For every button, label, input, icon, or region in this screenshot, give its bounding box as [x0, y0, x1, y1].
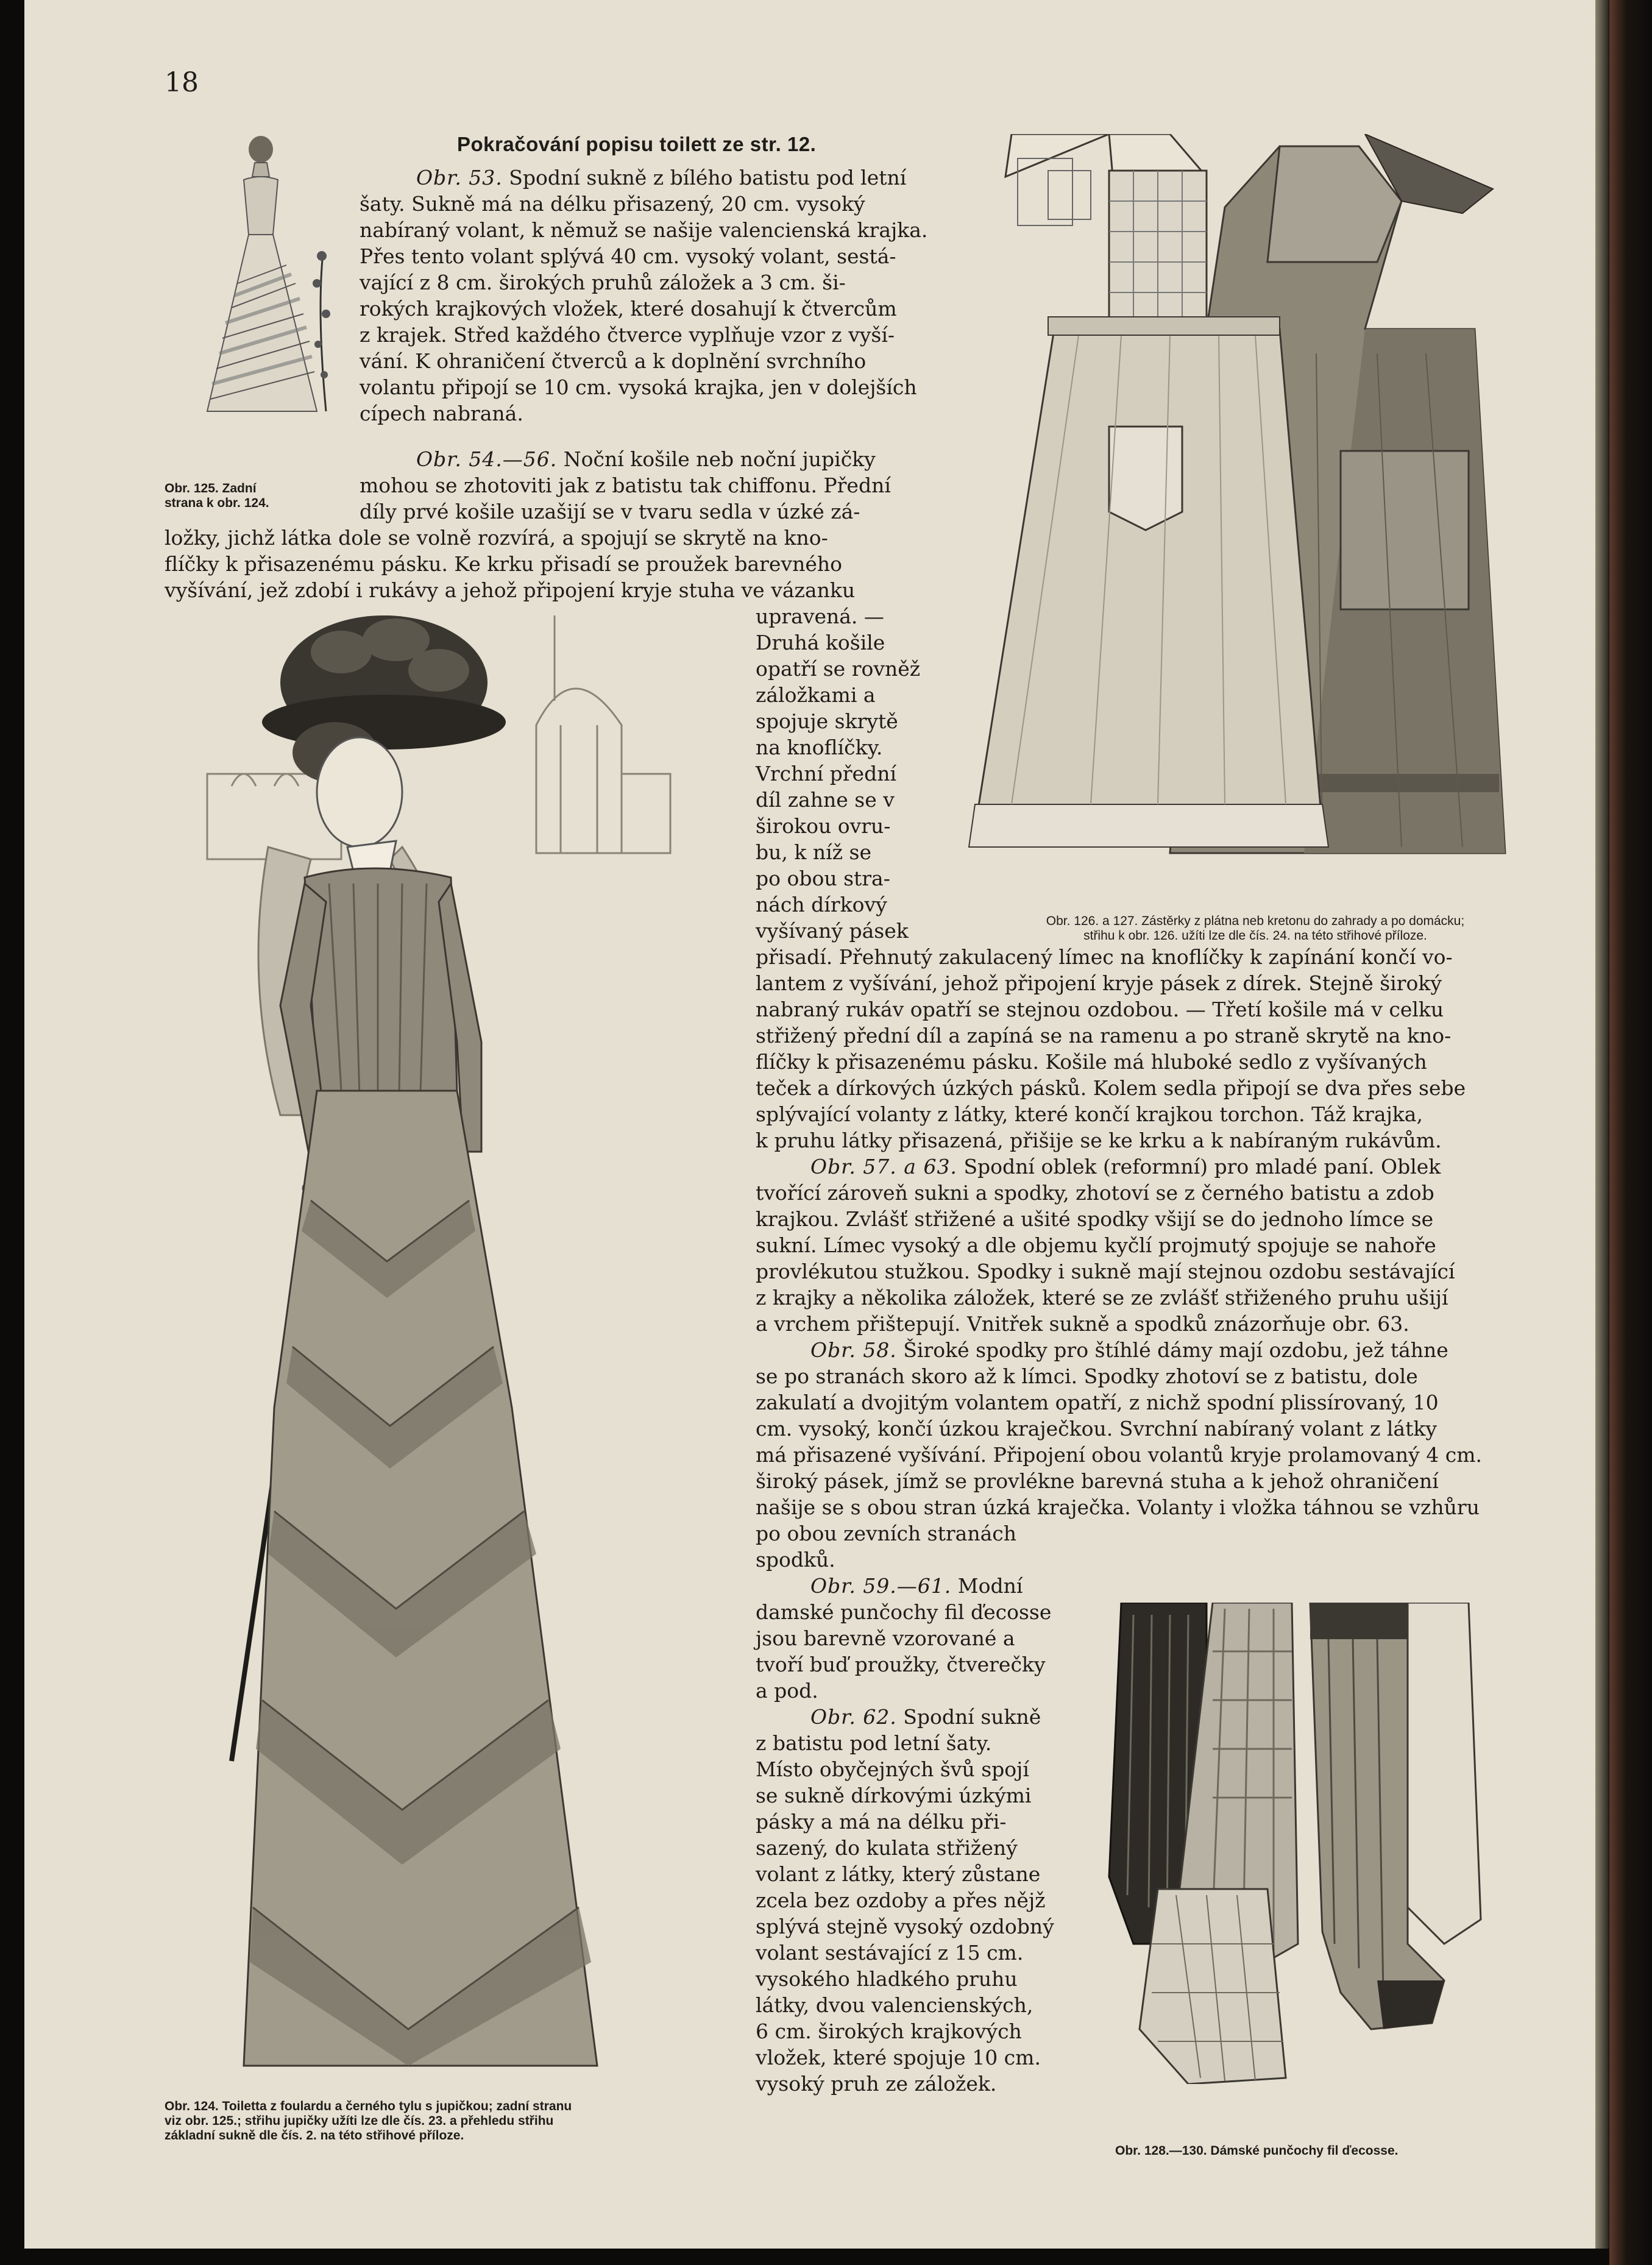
caption-line: Obr. 125. Zadní — [165, 481, 257, 495]
text-line: 6 cm. širokých krajkových — [756, 2019, 1022, 2043]
text-line: díl zahne se v — [756, 788, 895, 812]
text-line: sazený, do kulata střižený — [756, 1836, 1018, 1860]
paragraph-fig54-wide — [165, 525, 946, 603]
caption-fig124 — [165, 2099, 743, 2143]
text-line: vající z 8 cm. širokých pruhů záložek a 3 cm. ši- — [360, 271, 846, 294]
text-line: vání. K ohraničení čtverců a k doplnění svrchního — [360, 349, 867, 373]
text-line: vyšívaný pásek — [756, 919, 909, 943]
text-line: Místo obyčejných švů spojí — [756, 1757, 1029, 1781]
text-line: díly prvé košile uzašijí se v tvaru sedla v úzké zá- — [360, 500, 860, 523]
text-line: spojuje skrytě — [756, 709, 898, 733]
text-line: upravená. — — [756, 604, 884, 628]
text-line: sukní. Límec vysoký a dle objemu kyčlí projmutý spojuje se nahoře — [756, 1233, 1436, 1257]
text-line: Spodní oblek (reformní) pro mladé paní. Oblek — [963, 1155, 1441, 1179]
paragraph-fig54-column — [756, 603, 938, 944]
text-line: střižený přední díl a zapíná se na ramenu a po straně skrytě na kno- — [756, 1024, 1452, 1047]
text-line: zakulatí a dvojitým volantem opatří, z nichž spodní plissírovaný, 10 — [756, 1391, 1439, 1414]
paragraph-fig58-narrow — [756, 1520, 1085, 1573]
caption-line: Obr. 124. Toiletta z foulardu a černého tylu s jupičkou; zadní stranu — [165, 2099, 572, 2113]
text-line: Široké spodky pro štíhlé dámy mají ozdobu, jež táhne — [903, 1338, 1448, 1362]
book-edge — [1609, 0, 1652, 2265]
text-line: ložky, jichž látka dole se volně rozvírá, a spojují se skrytě na kno- — [165, 526, 828, 550]
text-line: nabraný rukáv opatří se stejnou ozdobou. — Třetí košile má v celku — [756, 998, 1444, 1021]
text-line: zcela bez ozdoby a přes nějž — [756, 1888, 1046, 1912]
text-line: volant sestávající z 15 cm. — [756, 1941, 1024, 1965]
text-line: Druhá košile — [756, 631, 885, 654]
paragraph-fig53 — [360, 165, 946, 427]
illustration-toilette — [195, 615, 743, 2084]
paragraph-fig54 — [360, 446, 946, 525]
text-line: vyšívání, jež zdobí i rukávy a jehož připojení kryje stuha ve vázanku — [165, 578, 856, 602]
text-line: široký pásek, jímž se provlékne barevná stuha a k jehož ohraničení — [756, 1469, 1439, 1493]
text-line: cm. vysoký, končí úzkou kraječkou. Svrchní nabíraný volant z látky — [756, 1417, 1438, 1441]
text-line: jsou barevně vzorované a — [756, 1626, 1015, 1650]
text-line: z batistu pod letní šaty. — [756, 1731, 992, 1755]
text-line: flíčky k přisazenému pásku. Ke krku přisadí se proužek barevného — [165, 552, 842, 576]
paragraph-fig57 — [756, 1154, 1542, 1337]
paragraph-fig54-full — [756, 944, 1542, 1154]
page-number: 18 — [165, 67, 199, 98]
text-line: Spodní sukně — [903, 1705, 1041, 1729]
text-line: záložkami a — [756, 683, 876, 707]
illustration-stockings — [1066, 1603, 1493, 2084]
text-line: krajkou. Zvlášť střižené a ušité spodky všijí se do jednoho límce se — [756, 1207, 1434, 1231]
figure-ref: Obr. 58. — [810, 1338, 897, 1362]
text-line: vysokého hladkého pruhu — [756, 1967, 1018, 1991]
paragraph-fig59 — [756, 1573, 1085, 1704]
caption-fig128: Obr. 128.—130. Dámské punčochy fil ďecosse. — [1115, 2144, 1399, 2158]
paragraph-fig62 — [756, 1704, 1085, 2097]
caption-line: strana k obr. 124. — [165, 496, 269, 510]
text-line: mohou se zhotoviti jak z batistu tak chiffonu. Přední — [360, 473, 891, 497]
text-line: spodků. — [756, 1548, 835, 1572]
text-line: širokou ovru- — [756, 814, 891, 838]
text-line: tvoří buď proužky, čtverečky — [756, 1653, 1046, 1676]
figure-ref: Obr. 54.—56. — [416, 447, 558, 471]
illustration-aprons — [938, 134, 1542, 865]
caption-fig126 — [963, 914, 1548, 943]
text-line: vysoký pruh ze záložek. — [756, 2072, 997, 2096]
text-line: šaty. Sukně má na délku přisazený, 20 cm. vysoký — [360, 192, 865, 216]
text-line: Modní — [957, 1574, 1023, 1598]
text-line: se po stranách skoro až k límci. Spodky zhotoví se z batistu, dole — [756, 1364, 1418, 1388]
caption-line: viz obr. 125.; střihu jupičky užíti lze dle čís. 23. a přehledu střihu — [165, 2114, 554, 2128]
text-line: na knoflíčky. — [756, 736, 883, 759]
text-line: teček a dírkových úzkých pásků. Kolem sedla připojí se dva přes sebe — [756, 1076, 1466, 1100]
text-line: tvořící zároveň sukni a spodky, zhotoví se z černého batistu a zdob — [756, 1181, 1434, 1205]
text-line: po obou zevních stranách — [756, 1522, 1016, 1545]
document-page — [24, 0, 1609, 2249]
illustration-fig125 — [195, 131, 341, 436]
caption-fig125 — [165, 481, 366, 511]
text-line: damské punčochy fil ďecosse — [756, 1600, 1052, 1624]
text-line: Vrchní přední — [756, 762, 896, 785]
text-line: vložek, které spojuje 10 cm. — [756, 2046, 1041, 2069]
figure-ref: Obr. 59.—61. — [810, 1574, 952, 1598]
figure-ref: Obr. 62. — [810, 1705, 897, 1729]
text-line: provlékutou stužkou. Spodky i sukně mají stejnou ozdobu sestávající — [756, 1260, 1455, 1283]
text-line: a pod. — [756, 1679, 818, 1703]
text-line: volantu připojí se 10 cm. vysoká krajka, jen v dolejších — [360, 375, 917, 399]
text-line: má přisazené vyšívání. Připojení obou volantů kryje prolamovaný 4 cm. — [756, 1443, 1483, 1467]
text-line: přisadí. Přehnutý zakulacený límec na knoflíčky k zapínání končí vo- — [756, 945, 1453, 969]
caption-line: Obr. 126. a 127. Zástěrky z plátna neb kretonu do zahrady a po domácku; — [1046, 914, 1465, 928]
figure-ref: Obr. 57. a 63. — [810, 1155, 957, 1179]
caption-line: střihu k obr. 126. užíti lze dle čís. 24. na této střihové příloze. — [1083, 929, 1427, 943]
text-line: pásky a má na délku při- — [756, 1810, 1007, 1834]
text-line: volant z látky, který zůstane — [756, 1862, 1041, 1886]
text-line: nách dírkový — [756, 893, 887, 916]
text-line: opatří se rovněž — [756, 657, 921, 681]
section-heading: Pokračování popisu toilett ze str. 12. — [457, 133, 817, 155]
text-line: našije se s obou stran úzká kraječka. Volanty i vložka táhnou se vzhůru — [756, 1495, 1480, 1519]
text-line: cípech nabraná. — [360, 402, 523, 425]
text-line: k pruhu látky přisazená, přišije se ke krku a k nabíraným rukávům. — [756, 1129, 1442, 1152]
text-line: Noční košile neb noční jupičky — [563, 447, 876, 471]
text-line: flíčky k přisazenému pásku. Košile má hluboké sedlo z vyšívaných — [756, 1050, 1427, 1074]
text-line: nabíraný volant, k němuž se našije valencienská krajka. — [360, 218, 928, 242]
paragraph-fig58 — [756, 1337, 1542, 1520]
text-line: Spodní sukně z bílého batistu pod letní — [509, 166, 907, 190]
text-line: splývající volanty z látky, které končí krajkou torchon. Táž krajka, — [756, 1102, 1423, 1126]
text-line: a vrchem přištepují. Vnitřek sukně a spodků znázorňuje obr. 63. — [756, 1312, 1409, 1336]
text-line: látky, dvou valencienských, — [756, 1993, 1033, 2017]
text-line: po obou stra- — [756, 867, 890, 890]
text-line: se sukně dírkovými úzkými — [756, 1784, 1032, 1807]
text-line: lantem z vyšívání, jehož připojení kryje pásek z dírek. Stejně široký — [756, 971, 1442, 995]
text-line: Přes tento volant splývá 40 cm. vysoký volant, sestá- — [360, 244, 896, 268]
text-line: z krajky a několika záložek, které se ze zvlášť střiženého pruhu ušijí — [756, 1286, 1448, 1310]
text-line: bu, k níž se — [756, 840, 871, 864]
text-line: rokých krajkových vložek, které dosahují k čtvercům — [360, 297, 897, 321]
text-line: splývá stejně vysoký ozdobný — [756, 1915, 1054, 1938]
caption-line: základní sukně dle čís. 2. na této střihové příloze. — [165, 2129, 464, 2143]
figure-ref: Obr. 53. — [416, 166, 503, 190]
text-line: z krajek. Střed každého čtverce vyplňuje vzor z vyší- — [360, 323, 895, 347]
